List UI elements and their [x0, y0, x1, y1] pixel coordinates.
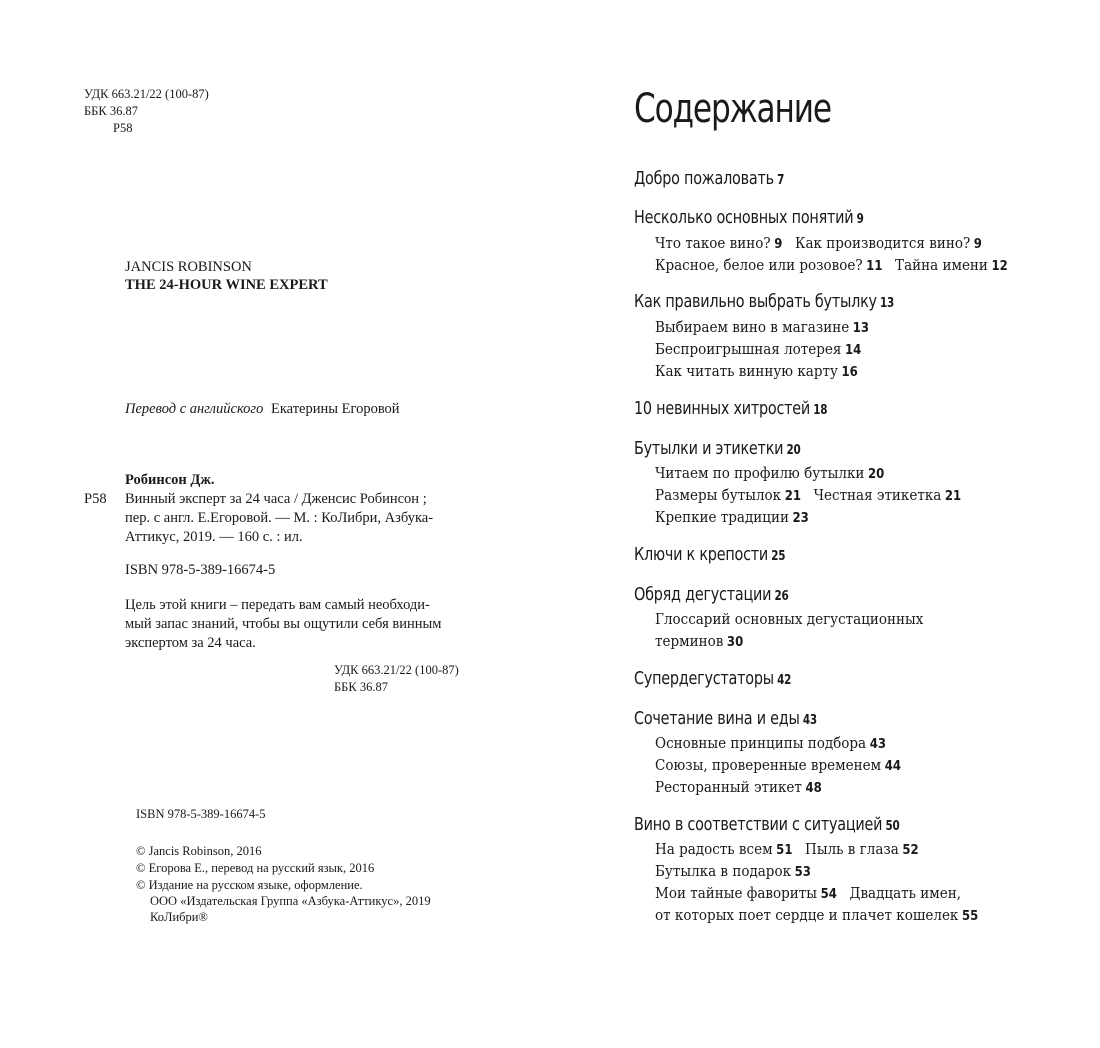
toc-subsection [655, 256, 1008, 274]
toc-page: 9 [973, 237, 982, 252]
toc-title: Ресторанный этикет [655, 778, 802, 796]
toc-page: 9 [856, 212, 864, 227]
original-title: THE 24-HOUR WINE EXPERT [125, 277, 328, 293]
toc-section [634, 708, 817, 729]
toc-subsection [655, 756, 901, 774]
toc-title: Тайна имени [895, 256, 988, 274]
code-top: Р58 [113, 121, 133, 135]
toc-page: 54 [820, 887, 837, 902]
toc-title: Беспроигрышная лотерея [655, 340, 842, 358]
toc-page: 44 [884, 759, 902, 774]
catalog-description-line: пер. с англ. Е.Егоровой. — М. : КоЛибри, Азбука- [125, 510, 434, 526]
toc-title: Глоссарий основных дегустационных [655, 610, 924, 628]
toc-page: 50 [885, 819, 900, 834]
toc-subsection [655, 862, 811, 880]
udk-top: УДК 663.21/22 (100-87) [84, 87, 209, 101]
toc-section [634, 168, 784, 189]
toc-section [634, 291, 894, 312]
original-author: JANCIS ROBINSON [125, 259, 252, 275]
toc-page: 52 [902, 843, 919, 858]
abstract-line: Цель этой книги – передать вам самый необходи- [125, 597, 430, 613]
toc-title: Супердегустаторы [634, 668, 774, 689]
copyright-line: ООО «Издательская Группа «Азбука-Аттикус», 2019 [150, 894, 431, 908]
toc-page: 21 [944, 489, 962, 504]
toc-section [634, 207, 864, 228]
toc-title: Честная этикетка [813, 486, 942, 504]
toc-page: 18 [813, 403, 828, 418]
udk-bottom: УДК 663.21/22 (100-87) [334, 663, 459, 677]
toc-page: 53 [794, 865, 811, 880]
isbn: ISBN 978-5-389-16674-5 [125, 562, 276, 578]
toc-page: 51 [776, 843, 793, 858]
toc-subsection [655, 778, 822, 796]
toc-title: Добро пожаловать [634, 168, 774, 189]
toc-title: Союзы, проверенные временем [655, 756, 882, 774]
toc-subsection [655, 840, 919, 858]
toc-page: 23 [792, 511, 809, 526]
catalog-description-line: Винный эксперт за 24 часа / Дженсис Робинсон ; [125, 491, 427, 507]
toc-title: Как правильно выбрать бутылку [634, 291, 877, 312]
copyright-line: © Jancis Robinson, 2016 [136, 844, 262, 858]
catalog-code: Р58 [84, 491, 107, 507]
toc-subsection [655, 234, 982, 252]
toc-section [634, 398, 827, 419]
page-title: Содержание [634, 86, 831, 132]
toc-page: 12 [991, 259, 1008, 274]
toc-page: 9 [774, 237, 783, 252]
toc-subsection [655, 632, 743, 650]
toc-page: 20 [786, 443, 801, 458]
toc-page: 20 [868, 467, 885, 482]
abstract-line: мый запас знаний, чтобы вы ощутили себя винным [125, 616, 442, 632]
toc-page: 26 [774, 589, 789, 604]
toc-page: 16 [841, 365, 858, 380]
toc-subsection [655, 906, 978, 924]
toc-title: 10 невинных хитростей [634, 398, 811, 419]
toc-subsection [655, 734, 886, 752]
bbk-top: ББК 36.87 [84, 104, 138, 118]
toc-title: терминов [655, 632, 724, 650]
toc-page: 48 [805, 781, 822, 796]
toc-title: Бутылки и этикетки [634, 438, 784, 459]
toc-page: 30 [726, 635, 744, 650]
toc-page: 7 [777, 173, 785, 188]
toc-title: Мои тайные фавориты [655, 884, 817, 902]
toc-title: Крепкие традиции [655, 508, 789, 526]
toc-title: Вино в соответствии с ситуацией [634, 814, 883, 835]
toc-title: Двадцать имен, [849, 884, 962, 902]
toc-title: Выбираем вино в магазине [655, 318, 850, 336]
toc-page: 13 [880, 296, 895, 311]
toc-title: Основные принципы подбора [655, 734, 867, 752]
toc-subsection [655, 508, 809, 526]
translation-credit [125, 400, 400, 419]
copyright-line: КоЛибри® [150, 910, 208, 924]
toc-subsection [655, 464, 884, 482]
toc-title: Ключи к крепости [634, 544, 769, 565]
toc-section [634, 814, 900, 835]
toc-title: Красное, белое или розовое? [655, 256, 863, 274]
toc-title: Обряд дегустации [634, 584, 772, 605]
translation-label: Перевод с английского [125, 401, 264, 417]
isbn-bottom: ISBN 978-5-389-16674-5 [136, 807, 266, 821]
toc-page: 25 [771, 549, 786, 564]
toc-page: 13 [852, 321, 870, 336]
toc-section [634, 668, 791, 689]
toc-title: Бутылка в подарок [655, 862, 792, 880]
toc-title: Несколько основных понятий [634, 207, 854, 228]
toc-subsection [655, 340, 861, 358]
toc-title: от которых поет сердце и плачет кошелек [655, 906, 959, 924]
toc-page: 42 [777, 673, 792, 688]
copyright-line: © Егорова Е., перевод на русский язык, 2016 [136, 861, 375, 875]
catalog-description-line: Аттикус, 2019. — 160 с. : ил. [125, 529, 303, 545]
toc-subsection [655, 610, 923, 628]
toc-subsection [655, 318, 869, 336]
copyright-line: © Издание на русском языке, оформление. [136, 878, 363, 892]
translator-name: Екатерины Егоровой [270, 401, 400, 417]
toc-page: 14 [845, 343, 862, 358]
toc-subsection [655, 486, 961, 504]
toc-page: 11 [866, 259, 883, 274]
bbk-bottom: ББК 36.87 [334, 680, 388, 694]
toc-title: Читаем по профилю бутылки [655, 464, 865, 482]
toc-title: Как читать винную карту [655, 362, 838, 380]
toc-subsection [655, 884, 961, 902]
toc-title: Как производится вино? [794, 234, 971, 252]
abstract-line: экспертом за 24 часа. [125, 635, 256, 651]
toc-section [634, 584, 788, 605]
toc-title: Сочетание вина и еды [634, 708, 800, 729]
catalog-author: Робинсон Дж. [125, 472, 215, 488]
toc-page: 43 [802, 713, 817, 728]
toc-page: 43 [869, 737, 887, 752]
toc-subsection [655, 362, 858, 380]
toc-section [634, 544, 785, 565]
toc-title: Что такое вино? [655, 234, 771, 252]
toc-title: На радость всем [655, 840, 773, 858]
toc-title: Размеры бутылок [655, 486, 782, 504]
toc-page: 55 [961, 909, 979, 924]
toc-section [634, 438, 800, 459]
toc-page: 21 [784, 489, 801, 504]
toc-title: Пыль в глаза [805, 840, 899, 858]
